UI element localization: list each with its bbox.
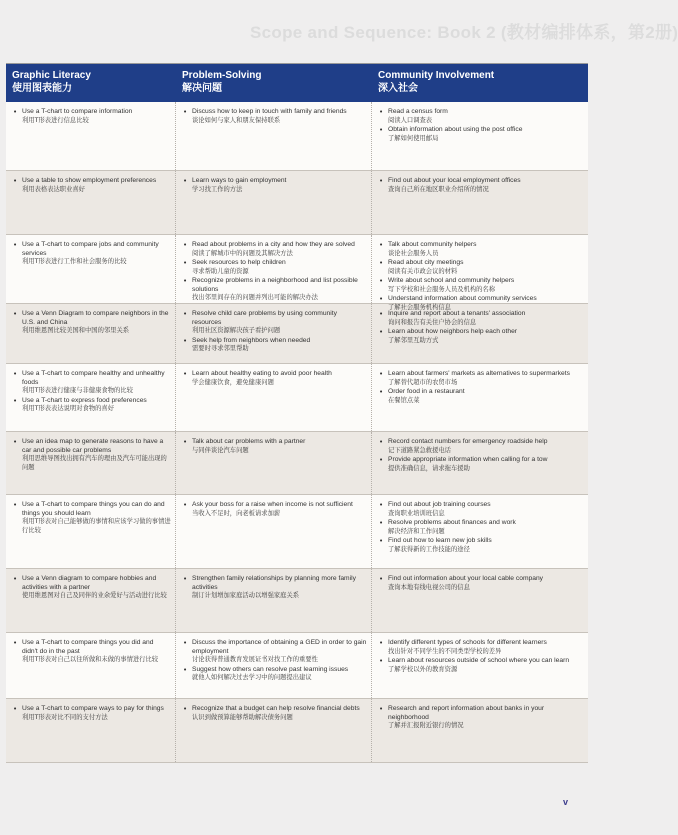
list-item: [379, 501, 584, 518]
list-item: [13, 705, 171, 722]
item-chinese: 使用维恩图对自己及同伴的业余爱好与活动进行比较: [22, 592, 167, 600]
item-english: • Use a T-chart to compare information: [22, 108, 133, 115]
graphic-cell: [6, 364, 176, 431]
bullet-list: [13, 501, 171, 535]
bullet-list: [183, 177, 367, 194]
community-cell: [372, 633, 588, 698]
community-cell: [372, 432, 588, 494]
item-english: • Talk about community helpers: [388, 241, 477, 248]
bullet-list: [13, 108, 171, 125]
item-chinese: 找出针对不同学生的不同类型学校的差异: [388, 647, 502, 655]
bullet-list: [379, 310, 584, 345]
bullet-list: [183, 370, 367, 387]
item-english: • Learn about resources outside of school where you can learn: [388, 657, 570, 664]
item-english: • Learn about farmers' markets as alternatives to supermarkets: [388, 370, 570, 377]
item-chinese: 与同伴谈论汽车问题: [192, 446, 249, 454]
item-english: • Suggest how others can resolve past learning issues: [192, 665, 349, 673]
list-item: [13, 639, 171, 665]
problem-cell: [176, 364, 372, 431]
item-chinese: 提供准确信息，请求拖车援助: [388, 464, 470, 472]
item-english: • Talk about car problems with a partner: [192, 438, 306, 445]
bullet-list: [13, 241, 171, 267]
bullet-list: [183, 705, 367, 722]
item-chinese: 查询职业培训班信息: [388, 509, 445, 517]
list-item: [13, 438, 171, 472]
item-chinese: 就他人如何解决过去学习中的问题提出建议: [192, 674, 312, 682]
item-chinese: 制订计划增加家庭活动以增强家庭关系: [192, 592, 300, 600]
header-community-involvement: Community Involvement 深入社会: [378, 70, 495, 94]
item-english: • Read a census form: [388, 108, 448, 115]
bullet-list: [379, 705, 584, 731]
item-chinese: 解决经济和工作问题: [388, 527, 445, 535]
item-chinese: 利用社区资源解决孩子看护问题: [192, 327, 281, 335]
bullet-list: [13, 705, 171, 722]
item-english: • Use a T-chart to compare things you did and didn't do in the past: [22, 639, 154, 655]
list-item: [183, 259, 367, 276]
list-item: [183, 666, 367, 683]
list-item: [13, 241, 171, 267]
item-chinese: 利用T形表进行健康与非健康食物的比较: [22, 387, 133, 395]
graphic-cell: [6, 569, 176, 632]
table-row: [6, 495, 588, 569]
bullet-list: [379, 370, 584, 405]
item-english: • Seek resources to help children: [192, 259, 286, 266]
item-english: • Recognize problems in a neighborhood and list possible solutions: [192, 277, 358, 293]
list-item: [379, 657, 584, 674]
bullet-list: [183, 310, 367, 354]
item-chinese: 寻求帮助儿童的资源: [192, 267, 249, 275]
community-cell: [372, 495, 588, 568]
list-item: [183, 705, 367, 722]
item-chinese: 利用思维导图找出拥有汽车的理由及汽车可能出现的问题: [22, 455, 167, 471]
item-english: • Research and report information about banks in your neighborhood: [388, 705, 545, 721]
item-english: • Inquire and report about a tenants' association: [388, 310, 526, 317]
table-row: [6, 364, 588, 432]
problem-cell: [176, 432, 372, 494]
item-english: • Use a T-chart to compare ways to pay for things: [22, 705, 164, 712]
bullet-list: [183, 501, 367, 518]
item-english: • Learn ways to gain employment: [192, 177, 287, 184]
list-item: [13, 177, 171, 194]
list-item: [13, 370, 171, 396]
bullet-list: [13, 438, 171, 472]
table-header: [6, 64, 588, 102]
list-item: [183, 277, 367, 303]
item-chinese: 讨论获得普通教育发展证书对找工作的重要性: [192, 656, 318, 664]
list-item: [13, 397, 171, 414]
graphic-cell: [6, 235, 176, 303]
item-english: • Ask your boss for a raise when income is not sufficient: [192, 501, 353, 508]
list-item: [183, 177, 367, 194]
item-chinese: 查询自己所在地区职业介绍所的情况: [388, 185, 489, 193]
bullet-list: [379, 639, 584, 674]
list-item: [379, 277, 584, 294]
list-item: [379, 639, 584, 656]
list-item: [13, 575, 171, 601]
table-row: [6, 235, 588, 311]
item-chinese: 利用维恩图比较美国和中国的邻里关系: [22, 327, 130, 335]
community-cell: [372, 235, 588, 311]
item-english: • Use a T-chart to compare healthy and unhealthy foods: [22, 370, 165, 386]
item-english: • Learn about healthy eating to avoid poor health: [192, 370, 332, 377]
community-cell: [372, 569, 588, 632]
item-chinese: 学会健康饮食，避免健康问题: [192, 378, 274, 386]
item-chinese: 利用T形表进行工作和社会服务的比较: [22, 258, 127, 266]
problem-cell: [176, 102, 372, 170]
community-cell: [372, 171, 588, 234]
graphic-cell: [6, 102, 176, 170]
item-chinese: 了解替代超市的农贸市场: [388, 378, 458, 386]
bullet-list: [379, 177, 584, 194]
item-chinese: 利用T形表对自己以往所做和未做的事情进行比较: [22, 656, 159, 664]
item-english: • Use a T-chart to compare things you can do and things you should learn: [22, 501, 165, 517]
list-item: [379, 177, 584, 194]
item-english: • Identify different types of schools for different learners: [388, 639, 547, 646]
problem-cell: [176, 633, 372, 698]
item-english: • Use a T-chart to express food preferences: [22, 396, 147, 404]
item-english: • Discuss the importance of obtaining a GED in order to gain employment: [192, 639, 367, 655]
list-item: [379, 519, 584, 536]
problem-cell: [176, 304, 372, 363]
list-item: [13, 501, 171, 535]
list-item: [379, 537, 584, 554]
problem-cell: [176, 171, 372, 234]
item-chinese: 在餐馆点菜: [388, 396, 420, 404]
list-item: [13, 310, 171, 336]
table-row: [6, 699, 588, 763]
item-english: • Order food in a restaurant: [388, 388, 465, 395]
item-english: • Write about school and community helpers: [388, 277, 515, 284]
bullet-list: [379, 241, 584, 312]
list-item: [379, 126, 584, 143]
table-row: [6, 102, 588, 171]
item-english: • Use a table to show employment preferences: [22, 177, 157, 184]
list-item: [183, 639, 367, 665]
item-english: • Find out about your local employment offices: [388, 177, 521, 184]
item-english: • Find out how to learn new job skills: [388, 537, 492, 544]
table-row: [6, 304, 588, 364]
item-english: • Find out about job training courses: [388, 501, 491, 508]
item-chinese: 当收入不足时，向老板请求加薪: [192, 509, 281, 517]
item-chinese: 利用T形表对自己能够做的事情和应该学习做的事情进行比较: [22, 518, 171, 534]
graphic-cell: [6, 304, 176, 363]
graphic-cell: [6, 432, 176, 494]
list-item: [183, 108, 367, 125]
graphic-cell: [6, 171, 176, 234]
community-cell: [372, 699, 588, 762]
list-item: [379, 241, 584, 258]
table-row: [6, 633, 588, 699]
item-chinese: 找出邻里间存在的问题并列出可能的解决办法: [192, 294, 318, 302]
item-chinese: 阅读了解城市中的问题及其解决方法: [192, 249, 293, 257]
bullet-list: [183, 108, 367, 125]
table-row: [6, 171, 588, 235]
item-chinese: 了解邻里互助方式: [388, 336, 439, 344]
item-chinese: 需要时寻求邻里帮助: [192, 345, 249, 353]
item-chinese: 询问和报告有关住户协会的信息: [388, 318, 477, 326]
item-chinese: 了解并汇报附近银行的情况: [388, 722, 464, 730]
item-chinese: 了解社会服务机构信息: [388, 303, 451, 311]
table-body: [6, 102, 588, 763]
list-item: [379, 370, 584, 387]
item-chinese: 阅读有关市政会议的材料: [388, 267, 458, 275]
list-item: [379, 259, 584, 276]
list-item: [379, 388, 584, 405]
list-item: [183, 337, 367, 354]
list-item: [183, 310, 367, 336]
bullet-list: [183, 639, 367, 683]
item-english: • Use a Venn Diagram to compare neighbors in the U.S. and China: [22, 310, 169, 326]
header-graphic-literacy: Graphic Literacy 使用图表能力: [12, 70, 91, 94]
page-number: v: [563, 797, 569, 807]
faded-page-title: Scope and Sequence: Book 2 (教材编排体系，第2册): [250, 23, 678, 42]
problem-cell: [176, 569, 372, 632]
list-item: [379, 705, 584, 731]
item-english: • Strengthen family relationships by planning more family activities: [192, 575, 356, 591]
item-english: • Resolve child care problems by using community resources: [192, 310, 337, 326]
list-item: [379, 456, 584, 473]
item-chinese: 记下道路紧急救援电话: [388, 446, 451, 454]
item-english: • Record contact numbers for emergency roadside help: [388, 438, 548, 445]
community-cell: [372, 364, 588, 431]
list-item: [183, 575, 367, 601]
bullet-list: [379, 501, 584, 554]
item-english: • Obtain information about using the post office: [388, 126, 523, 133]
item-english: • Find out information about your local cable company: [388, 575, 544, 582]
item-english: • Seek help from neighbors when needed: [192, 336, 311, 344]
table-row: [6, 569, 588, 633]
item-chinese: 利用T形表进行信息比较: [22, 116, 89, 124]
item-chinese: 利用T形表对比不同的支付方法: [22, 713, 108, 721]
list-item: [379, 575, 584, 592]
item-chinese: 写下学校和社会服务人员及机构的名称: [388, 285, 496, 293]
bullet-list: [379, 438, 584, 473]
item-chinese: 了解获得新的工作技能的途径: [388, 545, 470, 553]
item-chinese: 查询本地有线电视公司的信息: [388, 583, 470, 591]
bullet-list: [13, 639, 171, 665]
item-english: • Use an idea map to generate reasons to have a car and possible car problems: [22, 438, 164, 454]
item-chinese: 学习找工作的方法: [192, 185, 243, 193]
bullet-list: [13, 310, 171, 336]
list-item: [379, 310, 584, 327]
item-chinese: 利用T形表表达说明对食物的喜好: [22, 405, 115, 413]
graphic-cell: [6, 699, 176, 762]
problem-cell: [176, 235, 372, 303]
item-english: • Understand information about community services: [388, 295, 537, 302]
item-english: • Recognize that a budget can help resolve financial debts: [192, 705, 360, 712]
list-item: [183, 438, 367, 455]
community-cell: [372, 304, 588, 363]
item-english: • Discuss how to keep in touch with family and friends: [192, 108, 347, 115]
item-english: • Learn about how neighbors help each other: [388, 328, 518, 335]
problem-cell: [176, 699, 372, 762]
bullet-list: [183, 241, 367, 303]
item-english: • Read about problems in a city and how they are solved: [192, 241, 355, 248]
item-chinese: 谈论如何与家人和朋友保持联系: [192, 116, 281, 124]
bullet-list: [13, 177, 171, 194]
item-chinese: 了解学校以外的教育资源: [388, 665, 458, 673]
list-item: [379, 328, 584, 345]
item-english: • Use a Venn diagram to compare hobbies and activities with a partner: [22, 575, 157, 591]
bullet-list: [379, 108, 584, 143]
list-item: [13, 108, 171, 125]
list-item: [379, 108, 584, 125]
bullet-list: [379, 575, 584, 592]
bullet-list: [13, 370, 171, 414]
community-cell: [372, 102, 588, 170]
item-chinese: 认识到做预算能够帮助解决债务问题: [192, 713, 293, 721]
graphic-cell: [6, 633, 176, 698]
bullet-list: [13, 575, 171, 601]
list-item: [183, 370, 367, 387]
item-chinese: 了解如何使用邮局: [388, 134, 439, 142]
bullet-list: [183, 438, 367, 455]
bullet-list: [183, 575, 367, 601]
item-english: • Provide appropriate information when calling for a tow: [388, 456, 548, 463]
item-english: • Resolve problems about finances and work: [388, 519, 516, 526]
item-chinese: 利用表格表达职业喜好: [22, 185, 85, 193]
item-english: • Read about city meetings: [388, 259, 464, 266]
list-item: [379, 438, 584, 455]
table-row: [6, 432, 588, 495]
problem-cell: [176, 495, 372, 568]
header-problem-solving: Problem-Solving 解决问题: [182, 70, 262, 94]
scope-sequence-table: [6, 63, 588, 818]
list-item: [183, 241, 367, 258]
graphic-cell: [6, 495, 176, 568]
item-chinese: 谈论社会服务人员: [388, 249, 439, 257]
item-chinese: 阅读人口调查表: [388, 116, 433, 124]
item-english: • Use a T-chart to compare jobs and community services: [22, 241, 159, 257]
list-item: [183, 501, 367, 518]
